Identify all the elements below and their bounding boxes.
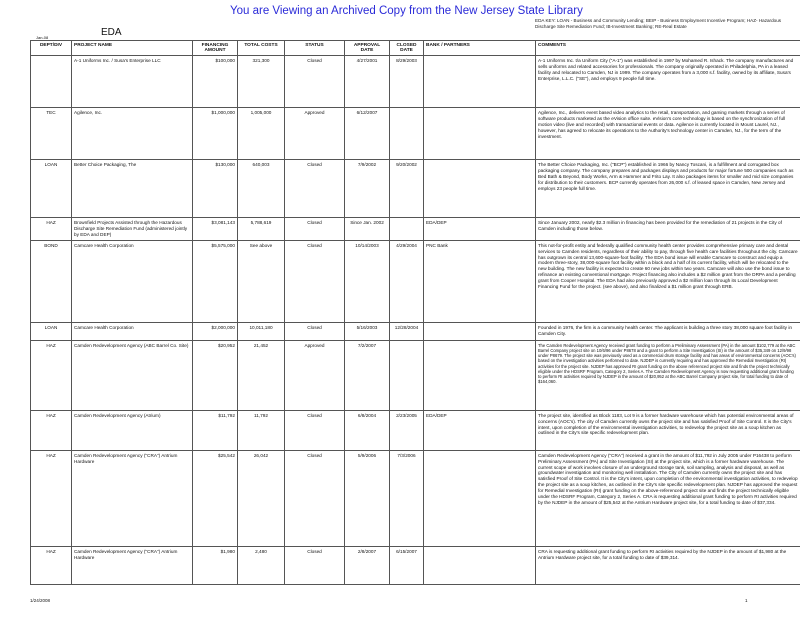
cell-financing: $5,575,000 — [193, 240, 238, 322]
cell-total: 640,003 — [238, 160, 285, 218]
cell-total: 21,452 — [238, 340, 285, 410]
cell-closed — [390, 218, 424, 241]
cell-status: Closed — [285, 450, 345, 546]
table-row — [31, 450, 800, 546]
cell-closed: 6/15/2007 — [390, 546, 424, 584]
cell-closed — [390, 340, 424, 410]
footer-date: 1/24/2008 — [30, 598, 51, 603]
cell-project: Brownfield Projects Assisted through the Hazardous Discharge Site Remediation Fund (administered jointly by EDA and DEP) — [72, 218, 193, 241]
table-row — [31, 108, 800, 160]
cell-dept: BOND — [31, 240, 72, 322]
cell-financing: $100,000 — [193, 56, 238, 108]
cell-total: 5,788,619 — [238, 218, 285, 241]
cell-approval: 7/9/2002 — [345, 160, 390, 218]
table-row — [31, 160, 800, 218]
cell-approval: 4/27/2001 — [345, 56, 390, 108]
cell-bank: EDA/DEP — [424, 218, 536, 241]
cell-comments: Camden Redevelopment Agency ("CRA") received a grant in the amount of $11,792 in July 2005 under P16438 to perform Preliminary Assessment (PA) and Site Investigation (SI) at the project site, which is a former hardware warehouse. The current scope of work involves closure of an underground storage tank, soil sampling, analysis and disposal, as well as groundwater investigation and monitoring well installation. The City of Camden currently owns the project site and has satisfied Proof of Site Control. It is the City's intent, upon completion of the environmental investigation activities, to redevelop the project site as a soup kitchen, as outlined in the City's site specific redevelopment plan. NJDEP has approved the request for Remedial Investigation (RI) grant funding on the above-referenced project site and finds the project technically eligible under the HDSRF Program, Category 2, Series A. CRA is requesting additional grant funding to perform RI activities required by the NJDEP in the amount of $25,542 at the Antrium Hardware project site, for a total funding to date of $37,334. — [536, 450, 800, 546]
cell-comments: The Better Choice Packaging, Inc. ("BCP") established in 1966 by Nancy Toscani, is a fulfillment and corrugated box packaging company. The company prepares and packages displays and products for major fortune 500 companies such as Bed Bath & Beyond, Body Works, Arm & Hammer and Frito Lay. It also packages items for smaller and mid size companies for distribution to their customers. BCP currently operates from 26,000 s.f. of leased space in Camden, New Jersey and employs 23 people full time. — [536, 160, 800, 218]
cell-status: Closed — [285, 56, 345, 108]
col-project: PROJECT NAME — [72, 41, 193, 56]
cell-financing: $20,952 — [193, 340, 238, 410]
cell-bank — [424, 546, 536, 584]
col-approval: APPROVAL DATE — [345, 41, 390, 56]
cell-status: Closed — [285, 546, 345, 584]
cell-approval: 10/14/2003 — [345, 240, 390, 322]
col-comments: COMMENTS — [536, 41, 800, 56]
footer-page-number: 1 — [745, 598, 748, 603]
table-row — [31, 240, 800, 322]
cell-status: Closed — [285, 160, 345, 218]
cell-comments: Founded in 1976, the firm is a community health center. The applicant is building a three story 38,000 square foot facility in Camden City. — [536, 322, 800, 340]
cell-financing: $2,000,000 — [193, 322, 238, 340]
cell-bank — [424, 322, 536, 340]
cell-status: Approved — [285, 108, 345, 160]
cell-financing: $130,000 — [193, 160, 238, 218]
cell-dept: TEC — [31, 108, 72, 160]
cell-bank — [424, 160, 536, 218]
cell-total: 10,011,180 — [238, 322, 285, 340]
col-dept: DEPT/DIV — [31, 41, 72, 56]
cell-closed: 12/28/2004 — [390, 322, 424, 340]
header-title: EDA — [101, 27, 122, 38]
cell-comments: The Camden Redevelopment Agency received grant funding to perform a Preliminary Assessment (PA) in the amount $102,779 at the ABC Barrel Company project site on 10/6/96 under P8678 and a grant to perform a Site Investigation (SI) in the amount of $35,349 on 12/9/98 under P8679. The project site was previously used as a commercial drum storage facility and has areas of environmental concerns (AOC's) based on the investigation activities performed to date. NJDEP is currently requiring and has approved the Remedial Investigation (RI) activities for the project site. NJDEP has approved RI grant funding on the above referenced project site and finds the project technically eligible under the HDSRF Program, Category 2, Series A. The Camden Redevelopment Agency is now requesting additional grant funding to perform RI activities required by NJDEP in the amount of $20,952 at the ABC Barrel Company project site, for total funding to date of $164,060. — [536, 340, 800, 410]
cell-approval: 6/8/2004 — [345, 410, 390, 450]
cell-closed: 2/23/2005 — [390, 410, 424, 450]
cell-closed: 8/29/2003 — [390, 56, 424, 108]
cell-bank — [424, 340, 536, 410]
cell-financing: $1,000,000 — [193, 108, 238, 160]
cell-total: 1,005,000 — [238, 108, 285, 160]
cell-dept: HAZ — [31, 410, 72, 450]
cell-bank — [424, 56, 536, 108]
cell-approval: 5/16/2003 — [345, 322, 390, 340]
cell-status: Closed — [285, 322, 345, 340]
cell-bank: EDA/DEP — [424, 410, 536, 450]
col-status: STATUS — [285, 41, 345, 56]
report-page — [30, 18, 800, 585]
cell-closed — [390, 108, 424, 160]
cell-status: Closed — [285, 240, 345, 322]
cell-status: Closed — [285, 218, 345, 241]
cell-closed: 9/20/2002 — [390, 160, 424, 218]
cell-comments: Agilence, Inc., delivers event based video analytics to the retail, transportation, and gaming markets through a series of software products marketed as the eVision office suite. eVision's core technology is based on the synchronization of full motion video (live and recorded) with transactional events or data. Agilence is currently located in Mount Laurel, NJ., however, has agreed to relocate its operations to the Authority's technology center in Camden, NJ., for the term of the investment. — [536, 108, 800, 160]
report-header — [30, 18, 800, 40]
cell-project: Camcare Health Corporation — [72, 322, 193, 340]
table-row — [31, 546, 800, 584]
cell-total: See above — [238, 240, 285, 322]
cell-closed: 4/29/2004 — [390, 240, 424, 322]
col-total: TOTAL COSTS — [238, 41, 285, 56]
cell-bank — [424, 108, 536, 160]
cell-comments: The project site, identified as Block 1183, Lot 9 is a former hardware warehouse which has potential environmental areas of concerns (AOC's). The city of Camden currently owns the project site and has satisfied Proof of Site Control. It is the City's intent, upon completion of the environmental investigation activities, to redevelop the project site as a soup kitchen as outlined in the City's site specific redevelopment plan. — [536, 410, 800, 450]
table-header-row — [31, 41, 800, 56]
cell-dept: HAZ — [31, 340, 72, 410]
cell-dept: HAZ — [31, 450, 72, 546]
col-financing: FINANCING AMOUNT — [193, 41, 238, 56]
cell-project: Better Choice Packaging, The — [72, 160, 193, 218]
cell-total: 26,042 — [238, 450, 285, 546]
cell-comments: This not-for-profit entity and federally qualified community health center provides comprehensive primary care and dental services to Camden residents, regardless of their ability to pay, through five health care facilities throughout the city. Camcare has outgrown its central 13,600-square-foot facility. The EDA bond issue will enable Camcare to construct and equip a modern three-story, 38,000-square foot facility within a block and a half of its current facility, which will be relocated to the new building. The new facility is expected to create 60 new jobs within two years. Camcare will also use the bond issue to refinance an existing conventional mortgage. Project financing also includes a $2 million grant from the DRPA and a pending grant from Cooper Hospital. The EDA had also previously approved a $2 million loan through its Local Development Financing Fund for the project. (see above), and also finalized a $1 million grant through ERB. — [536, 240, 800, 322]
cell-dept: LOAN — [31, 322, 72, 340]
archive-banner: You are Viewing an Archived Copy from the New Jersey State Library — [230, 5, 583, 17]
cell-approval: 5/9/2006 — [345, 450, 390, 546]
cell-approval: 2/8/2007 — [345, 546, 390, 584]
cell-approval: 7/2/2007 — [345, 340, 390, 410]
cell-comments: A-1 Uniforms Inc. t/a Uniform City ("A-1") was established in 1997 by Mohamed R. Ishack. The company manufactures and sells uniforms and related accessories for professionals. The company originally operated in Philadelphia, PA in a leased facility and relocated to Camden, NJ in 1999. The company operates from a 3,000 s.f. facility, owned by its affiliate, Susa's Enterprise, L.L.C. ("SE"), and employs 9 people full time. — [536, 56, 800, 108]
cell-project: Camden Redevelopment Agency ("CRA") Antrium Hardware — [72, 546, 193, 584]
cell-project: A-1 Uniforms Inc. / Susa's Enterprise LLC — [72, 56, 193, 108]
table-row — [31, 410, 800, 450]
table-row — [31, 322, 800, 340]
col-closed: CLOSED DATE — [390, 41, 424, 56]
cell-approval: Since Jan. 2002 — [345, 218, 390, 241]
cell-project: Camcare Health Corporation — [72, 240, 193, 322]
cell-bank: PNC Bank — [424, 240, 536, 322]
table-row — [31, 340, 800, 410]
cell-financing: $3,081,143 — [193, 218, 238, 241]
cell-dept — [31, 56, 72, 108]
header-date: Jan-08 — [36, 35, 49, 40]
col-bank: BANK / PARTNERS — [424, 41, 536, 56]
cell-total: 2,480 — [238, 546, 285, 584]
cell-comments: Since January 2002, nearly $2.3 million in financing has been provided for the remediation of 21 projects in the City of Camden including those below. — [536, 218, 800, 241]
cell-dept: HAZ — [31, 218, 72, 241]
cell-project: Camden Redevelopment Agency ("CRA") Antrium Hardware — [72, 450, 193, 546]
cell-project: Camden Redevelopment Agency (Atrium) — [72, 410, 193, 450]
projects-table — [30, 40, 800, 585]
cell-dept: HAZ — [31, 546, 72, 584]
eda-key: EDA KEY: LOAN - Business and Community Lending; BEIP - Business Employment Incentive Program; HAZ- Hazardous Discharge Site Remediation Fund; IB-Investment Banking; RE-Real Estate — [535, 18, 782, 30]
cell-project: Agilence, Inc. — [72, 108, 193, 160]
cell-total: 11,792 — [238, 410, 285, 450]
table-row — [31, 56, 800, 108]
cell-status: Closed — [285, 410, 345, 450]
cell-dept: LOAN — [31, 160, 72, 218]
cell-comments: CRA is requesting additional grant funding to perform RI activities required by the NJDEP in the amount of $1,980 at the Antrium Hardware project site, for a total funding to date of $39,314. — [536, 546, 800, 584]
cell-closed: 7/3/2006 — [390, 450, 424, 546]
cell-project: Camden Redevelopment Agency (ABC Barrel Co. Site) — [72, 340, 193, 410]
cell-approval: 6/12/2007 — [345, 108, 390, 160]
cell-financing: $25,542 — [193, 450, 238, 546]
cell-status: Approved — [285, 340, 345, 410]
cell-financing: $11,792 — [193, 410, 238, 450]
cell-total: 321,300 — [238, 56, 285, 108]
table-row — [31, 218, 800, 241]
cell-bank — [424, 450, 536, 546]
cell-financing: $1,980 — [193, 546, 238, 584]
